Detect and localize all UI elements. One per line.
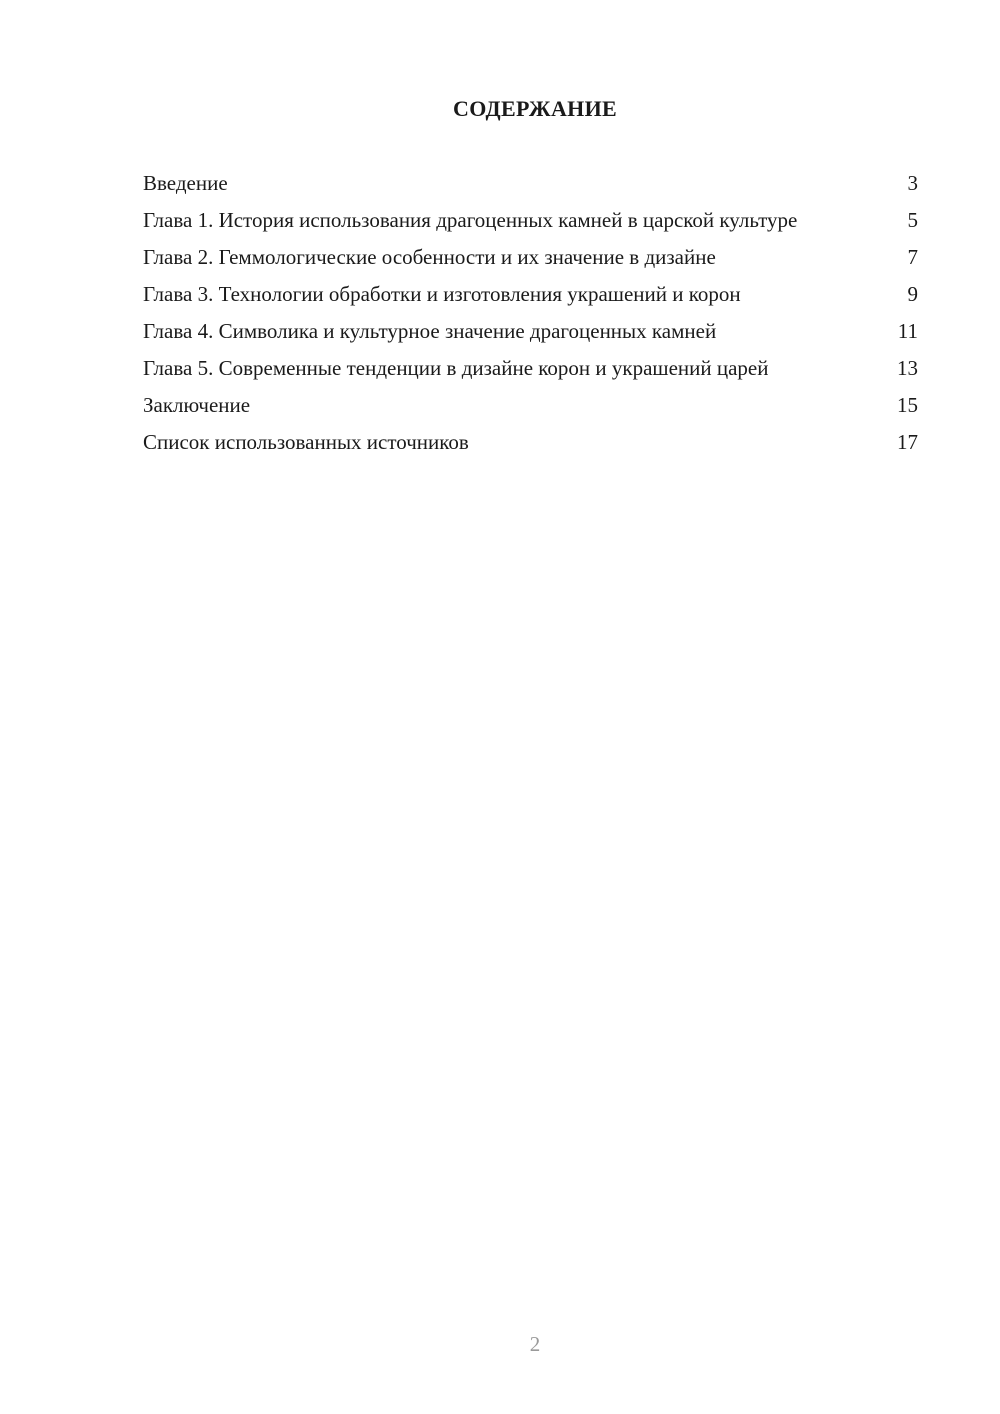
- table-of-contents: [143, 170, 918, 466]
- toc-entry-page: 17: [897, 430, 918, 454]
- toc-entry-page: 15: [897, 393, 918, 417]
- toc-entry-chapter-4: [143, 318, 918, 345]
- toc-entry-title: Заключение: [143, 393, 251, 417]
- toc-entry-page: 9: [907, 282, 918, 306]
- toc-entry-title: Глава 2. Геммологические особенности и их значение в дизайне: [143, 245, 716, 269]
- toc-entry-title: Список использованных источников: [143, 430, 469, 454]
- toc-entry-references: [143, 429, 918, 456]
- toc-entry-introduction: [143, 170, 918, 197]
- toc-entry-title: Введение: [143, 171, 228, 195]
- toc-entry-page: 3: [907, 171, 918, 195]
- toc-entry-page: 7: [907, 245, 918, 269]
- toc-entry-page: 11: [897, 319, 918, 343]
- toc-entry-title: Глава 5. Современные тенденции в дизайне корон и украшений царей: [143, 356, 769, 380]
- page-number: 2: [529, 1332, 541, 1356]
- toc-entry-page: 13: [897, 356, 918, 380]
- toc-entry-page: 5: [907, 208, 918, 232]
- toc-entry-chapter-2: [143, 244, 918, 271]
- toc-entry-title: Глава 4. Символика и культурное значение драгоценных камней: [143, 319, 717, 343]
- toc-entry-title: Глава 1. История использования драгоценных камней в царской культуре: [143, 208, 798, 232]
- toc-entry-title: Глава 3. Технологии обработки и изготовления украшений и корон: [143, 282, 741, 306]
- toc-entry-chapter-5: [143, 355, 918, 382]
- toc-entry-chapter-1: [143, 207, 918, 234]
- toc-entry-conclusion: [143, 392, 918, 419]
- page-title: СОДЕРЖАНИЕ: [453, 96, 617, 121]
- toc-entry-chapter-3: [143, 281, 918, 308]
